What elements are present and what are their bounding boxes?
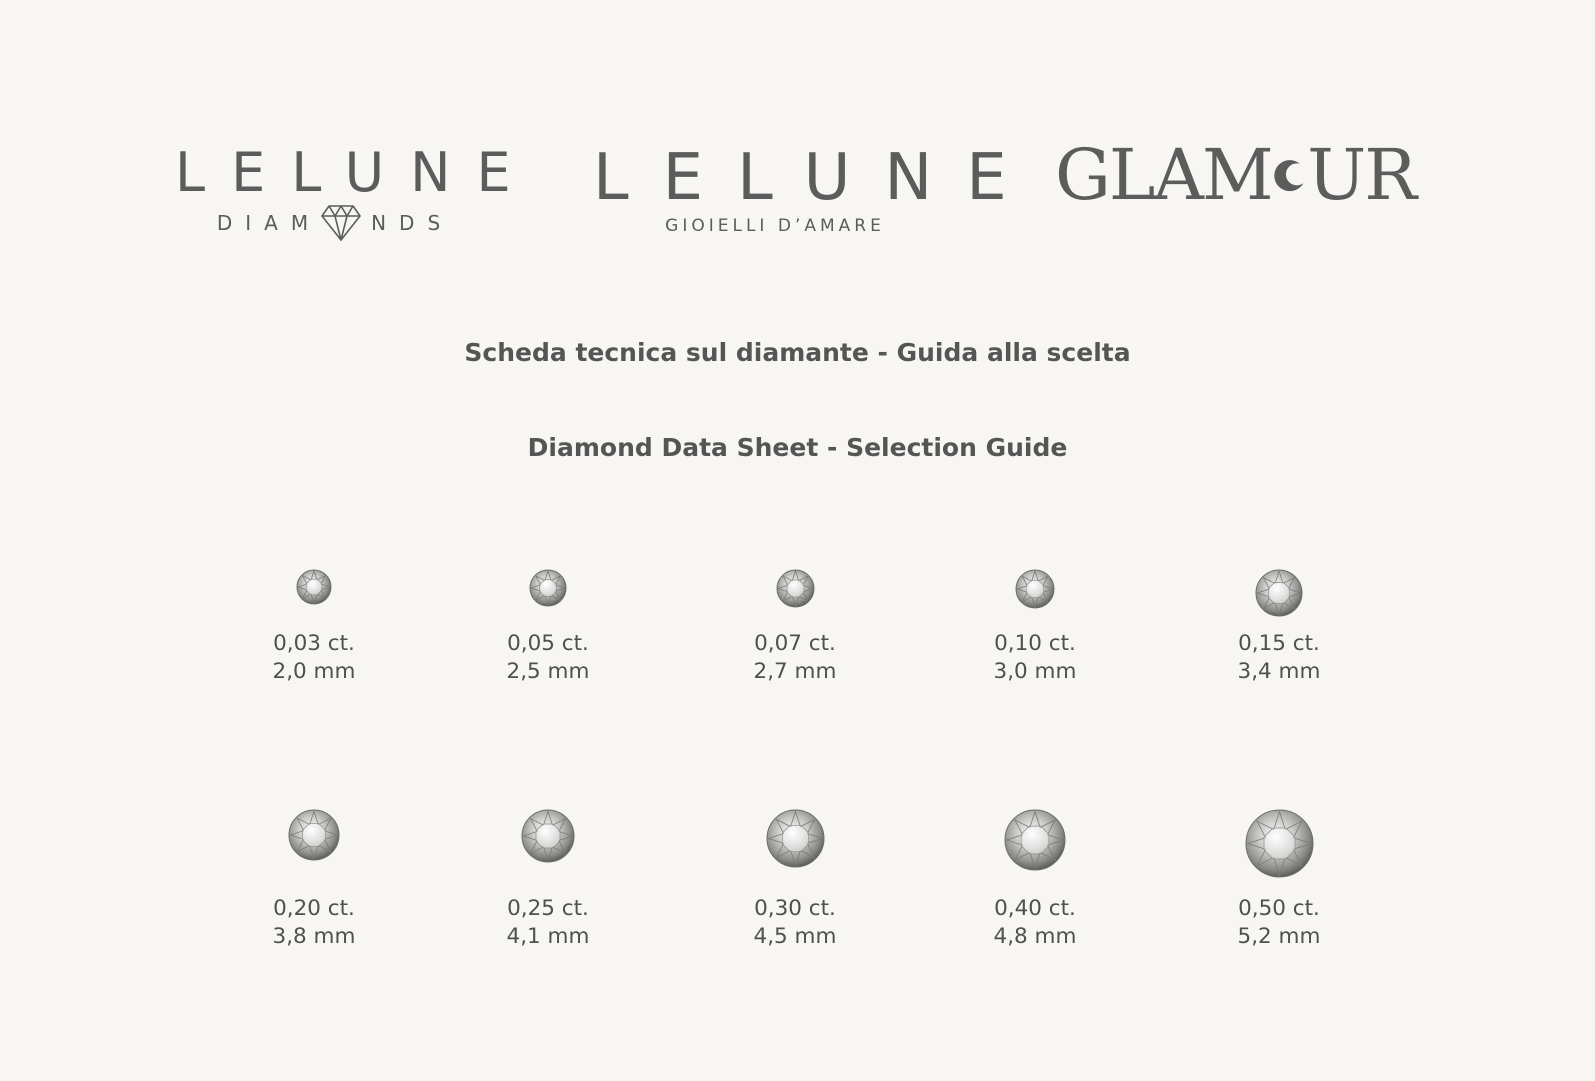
- diamond-image-icon: [295, 568, 333, 606]
- diamond-carat: 0,40 ct.: [994, 896, 1076, 921]
- diamond-carat: 0,15 ct.: [1238, 631, 1320, 656]
- diamond-size: 4,8 mm: [993, 924, 1077, 949]
- diamond-carat: 0,30 ct.: [754, 896, 836, 921]
- diamond-image-icon: [528, 568, 568, 608]
- diamond-image-icon: [287, 808, 341, 862]
- logo-diamonds-text-left: DIAM: [216, 211, 322, 235]
- diamond-carat: 0,25 ct.: [507, 896, 589, 921]
- diamond-image-icon: [1254, 568, 1304, 618]
- logo-lelune-diamonds: [175, 141, 537, 242]
- diamond-cell: [955, 808, 1115, 951]
- diamond-size: 4,1 mm: [506, 924, 590, 949]
- logo-glamour-text-right: UR: [1307, 134, 1415, 216]
- diamond-size: 4,5 mm: [753, 924, 837, 949]
- diamond-size: 3,0 mm: [993, 659, 1077, 684]
- diamond-cell: [468, 808, 628, 951]
- diamond-cell: [234, 568, 394, 686]
- moon-o-icon: [1273, 148, 1307, 202]
- diamond-cell: [955, 568, 1115, 686]
- diamond-size: 3,8 mm: [272, 924, 356, 949]
- logo-lelune-diamonds-wordmark: LELUNE: [175, 141, 537, 204]
- logo-lelune-gioielli-wordmark: LELUNE: [593, 141, 1041, 215]
- diamond-carat: 0,05 ct.: [507, 631, 589, 656]
- logo-diamonds-text-right: NDS: [371, 211, 454, 235]
- diamond-image-icon: [775, 568, 816, 609]
- diamond-cell: [715, 808, 875, 951]
- diamond-cell: [1199, 808, 1359, 951]
- title-italian: Scheda tecnica sul diamante - Guida alla scelta: [464, 338, 1131, 367]
- diamond-image-icon: [1014, 568, 1056, 610]
- diamond-size: 2,0 mm: [272, 659, 356, 684]
- logo-glamour: [1055, 134, 1415, 216]
- diamond-image-icon: [1244, 808, 1315, 879]
- diamond-image-icon: [520, 808, 576, 864]
- logo-lelune-gioielli: [593, 141, 1041, 236]
- diamond-outline-icon: [321, 204, 361, 242]
- diamond-cell: [715, 568, 875, 686]
- diamond-image-icon: [765, 808, 826, 869]
- diamond-carat: 0,10 ct.: [994, 631, 1076, 656]
- diamond-cell: [234, 808, 394, 951]
- diamond-carat: 0,50 ct.: [1238, 896, 1320, 921]
- diamond-carat: 0,07 ct.: [754, 631, 836, 656]
- diamond-size: 5,2 mm: [1237, 924, 1321, 949]
- diamond-size: 2,7 mm: [753, 659, 837, 684]
- logo-glamour-text-left: GLAM: [1055, 134, 1272, 216]
- diamond-carat: 0,20 ct.: [273, 896, 355, 921]
- diamond-cell: [1199, 568, 1359, 686]
- diamond-size: 3,4 mm: [1237, 659, 1321, 684]
- diamond-size: 2,5 mm: [506, 659, 590, 684]
- diamond-cell: [468, 568, 628, 686]
- diamond-carat: 0,03 ct.: [273, 631, 355, 656]
- diamond-image-icon: [1003, 808, 1067, 872]
- logo-gioielli-tagline: GIOIELLI D’AMARE: [665, 216, 885, 236]
- title-english: Diamond Data Sheet - Selection Guide: [527, 433, 1068, 462]
